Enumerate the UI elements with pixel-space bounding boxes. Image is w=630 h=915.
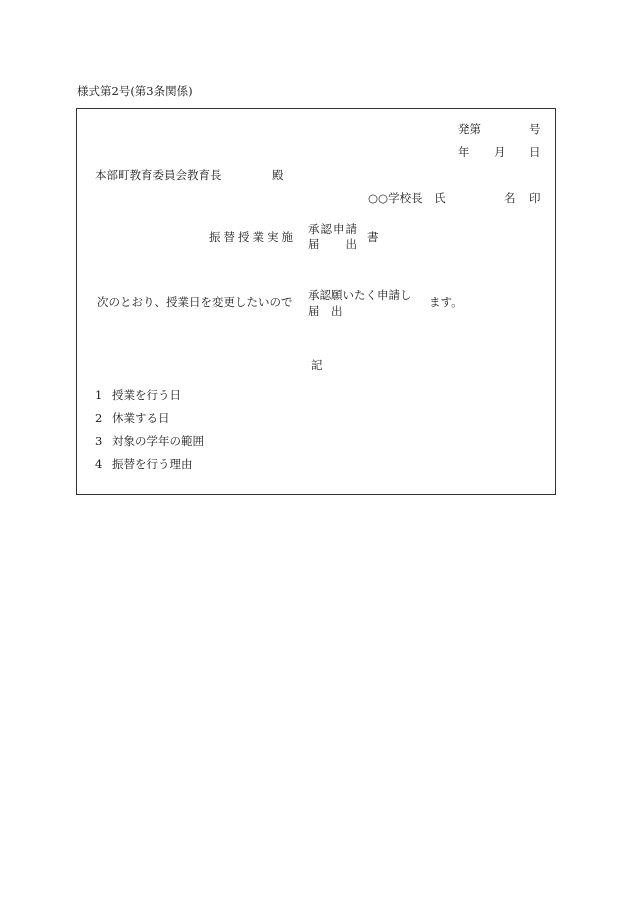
seal-label: 印: [529, 191, 541, 205]
document-title-option-notice: 届 出: [308, 237, 358, 251]
issue-number-prefix: 発第: [458, 122, 481, 136]
document-title-option-request: 承認申請: [308, 222, 358, 236]
body-lead: 次のとおり、授業日を変更したいので: [97, 295, 293, 309]
body-option-notice: 届 出: [308, 304, 343, 318]
date-month: 月: [494, 145, 506, 159]
item-text: 授業を行う日: [112, 388, 181, 402]
document-title-suffix: 書: [367, 230, 379, 244]
addressee: 本部町教育委員会教育長: [95, 168, 222, 182]
item-number: 3: [95, 434, 103, 448]
form-number: 様式第2号(第3条関係): [77, 84, 193, 98]
item-text: 休業する日: [112, 411, 170, 425]
body-option-request: 承認願いたく申請し: [308, 288, 412, 302]
item-text: 振替を行う理由: [112, 457, 193, 471]
record-heading: 記: [311, 358, 323, 372]
body-end: ます。: [429, 295, 463, 309]
sender-title: ○○学校長 氏: [368, 191, 446, 205]
item-number: 1: [95, 388, 103, 402]
document-title-main: 振替授業実施: [209, 230, 296, 244]
sender-name-label: 名: [504, 191, 516, 205]
item-number: 4: [95, 457, 103, 471]
honorific: 殿: [272, 168, 284, 182]
date-day: 日: [529, 145, 541, 159]
issue-number-suffix: 号: [529, 122, 541, 136]
item-number: 2: [95, 411, 103, 425]
date-year: 年: [458, 145, 470, 159]
item-text: 対象の学年の範囲: [112, 434, 204, 448]
